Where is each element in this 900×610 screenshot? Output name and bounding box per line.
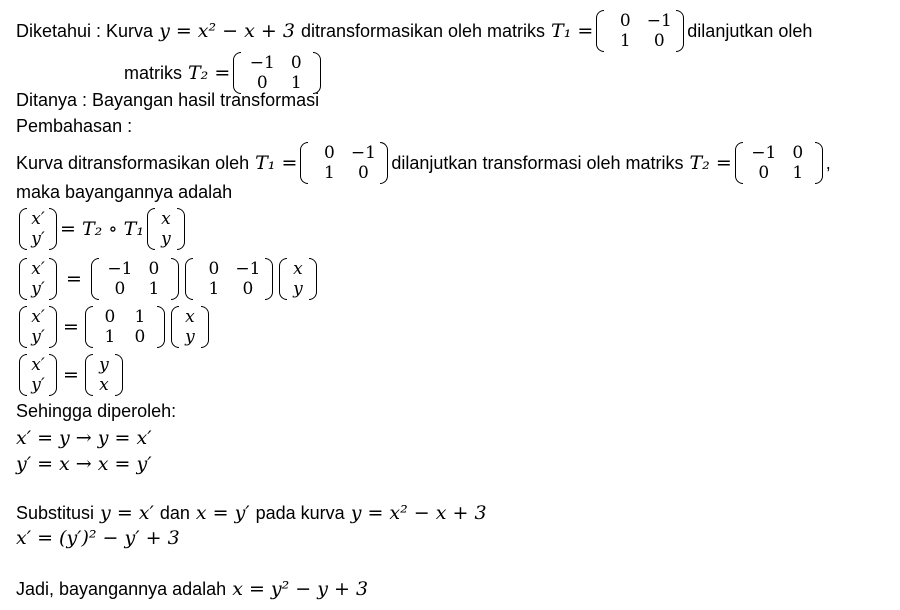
given-label: Diketahui : Kurva: [16, 20, 154, 41]
t1-matrix-2: 0 −1 1 0: [300, 142, 388, 184]
t1-name-2: T₁ =: [255, 152, 298, 174]
on-curve: pada kurva: [255, 502, 345, 523]
compose-text: = T₂ ∘ T₁: [60, 218, 144, 240]
subst-b: x = y′: [195, 502, 250, 524]
obtained-text: Sehingga diperoleh:: [16, 401, 177, 421]
curve-equation: y = x² − x + 3: [159, 20, 295, 42]
t2-line: [124, 52, 324, 94]
conclusion-line: [16, 578, 368, 600]
substitution-line: [16, 502, 487, 524]
t2-name: T₂ =: [188, 62, 231, 84]
curve-text-2: dilanjutkan transformasi oleh matriks: [391, 152, 684, 173]
final-equation: x = y² − y + 3: [232, 578, 369, 600]
subst-a: y = x′: [100, 502, 154, 524]
t2-matrix: −1 0 0 1: [233, 52, 321, 94]
equation-2: y′ = x → x = y′: [16, 453, 152, 475]
compose-equation: x′ y′ = T₂ ∘ T₁ x y: [16, 208, 188, 250]
matrix-product-equation: x′ y′ = −1 0 0 1 0 −1 1 0 x y: [16, 258, 320, 300]
t2-matrix-2: −1 0 0 1: [735, 142, 823, 184]
subst-word: Substitusi: [16, 502, 95, 523]
and-word: dan: [159, 502, 190, 523]
curve-eq-2: y = x² − x + 3: [350, 502, 487, 524]
comma: ,: [825, 152, 831, 173]
equation-1: x′ = y → y = x′: [16, 427, 152, 449]
conclusion-text: Jadi, bayangannya adalah: [16, 578, 227, 599]
product-result-equation: x′ y′ = 0 1 1 0 x y: [16, 306, 212, 348]
t1-name: T₁ =: [551, 20, 594, 42]
then-text: dilanjutkan oleh: [687, 20, 813, 41]
discussion-heading: Pembahasan :: [16, 116, 133, 136]
t1-matrix: 0 −1 1 0: [596, 10, 684, 52]
curve-transform-line: [16, 142, 831, 184]
curve-text-1: Kurva ditransformasikan oleh: [16, 152, 250, 173]
given-line: [16, 10, 812, 52]
substitution-result: x′ = (y′)² − y′ + 3: [16, 527, 180, 549]
so-image-text: maka bayangannya adalah: [16, 182, 233, 202]
asked-line: Ditanya : Bayangan hasil transformasi: [16, 90, 320, 110]
matrix-word: matriks: [124, 62, 182, 83]
swap-result-equation: x′ y′ = y x: [16, 354, 126, 396]
t2-name-2: T₂ =: [689, 152, 732, 174]
transformed-by-text: ditransformasikan oleh matriks: [300, 20, 546, 41]
